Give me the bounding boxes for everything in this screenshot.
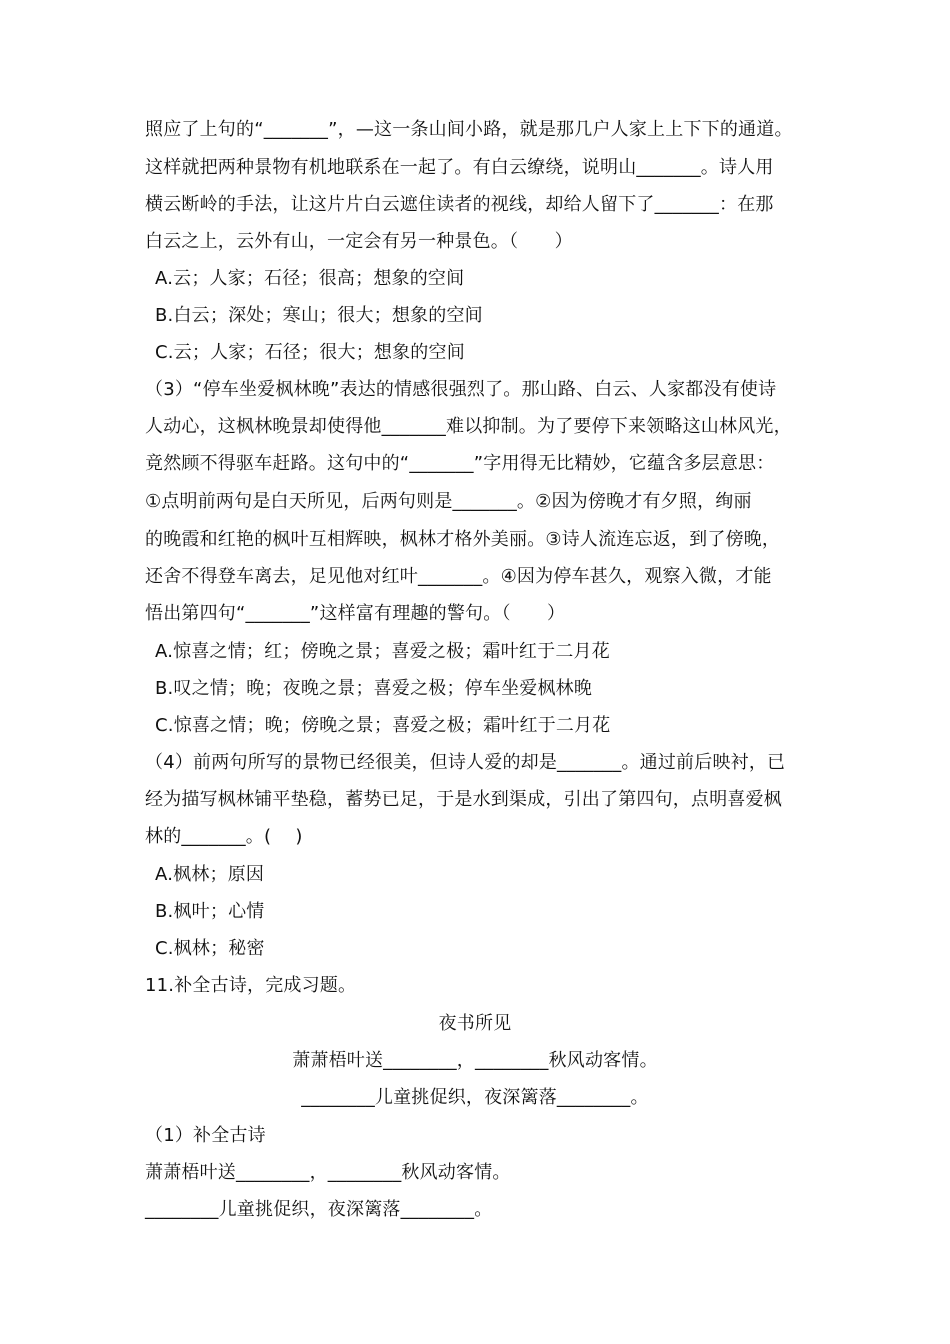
q3-option-c: C.惊喜之情；晚；傍晚之景；喜爱之极；霜叶红于二月花 <box>155 715 611 736</box>
q4-text-line: （4）前两句所写的景物已经很美，但诗人爱的却是_______。通过前后映衬，已 <box>145 752 786 773</box>
poem-line: 萧萧梧叶送________，________秋风动客情。 <box>292 1050 658 1071</box>
q3-text-line: 还舍不得登车离去，足见他对红叶_______。④因为停车甚久，观察入微，才能 <box>145 566 772 587</box>
q2-text-line: 横云断岭的手法，让这片片白云遮住读者的视线，却给人留下了_______：在那 <box>145 194 774 215</box>
q3-text-line: 悟出第四句“_______”这样富有理趣的警句。（ ） <box>145 603 566 624</box>
q3-text-line: 人动心，这枫林晚景却使得他_______难以抑制。为了要停下来领略这山林风光， <box>145 416 792 437</box>
q11-sub1-line: ________儿童挑促织，夜深篱落________。 <box>145 1199 493 1220</box>
q4-option-c: C.枫林；秘密 <box>155 938 265 959</box>
q3-text-line: 竟然顾不得驱车赶路。这句中的“_______”字用得无比精妙，它蕴含多层意思： <box>145 453 775 474</box>
q2-text-line: 这样就把两种景物有机地联系在一起了。有白云缭绕，说明山_______。诗人用 <box>145 157 774 178</box>
q2-text-line: 白云之上，云外有山，一定会有另一种景色。（ ） <box>145 231 573 252</box>
q4-option-b: B.枫叶；心情 <box>155 901 265 922</box>
q3-option-b: B.叹之情；晚；夜晚之景；喜爱之极；停车坐爱枫林晚 <box>155 678 593 699</box>
q11-sub1-line: 萧萧梧叶送________，________秋风动客情。 <box>145 1162 511 1183</box>
q2-option-b: B.白云；深处；寒山；很大；想象的空间 <box>155 305 483 326</box>
q3-text-line: ①点明前两句是白天所见，后两句则是_______。②因为傍晚才有夕照，绚丽 <box>145 491 752 512</box>
q11-heading: 11.补全古诗，完成习题。 <box>145 975 357 996</box>
q2-option-a: A.云；人家；石径；很高；想象的空间 <box>155 268 465 289</box>
poem-title: 夜书所见 <box>438 1013 512 1034</box>
q3-text-line: 的晚霞和红艳的枫叶互相辉映，枫林才格外美丽。③诗人流连忘返，到了傍晚， <box>145 529 781 550</box>
q4-text-line: 经为描写枫林铺平垫稳，蓄势已足，于是水到渠成，引出了第四句，点明喜爱枫 <box>145 789 782 810</box>
q4-text-line: 林的_______。( ) <box>145 826 303 847</box>
q4-option-a: A.枫林；原因 <box>155 864 265 885</box>
q2-option-c: C.云；人家；石径；很大；想象的空间 <box>155 342 465 363</box>
q11-sub1-label: （1）补全古诗 <box>145 1125 266 1146</box>
poem-line: ________儿童挑促织，夜深篱落________。 <box>301 1087 649 1108</box>
q3-option-a: A.惊喜之情；红；傍晚之景；喜爱之极；霜叶红于二月花 <box>155 641 610 662</box>
q2-text-line: 照应了上句的“_______”，—这一条山间小路，就是那几户人家上上下下的通道。 <box>145 119 793 140</box>
q3-text-line: （3）“停车坐爱枫林晚”表达的情感很强烈了。那山路、白云、人家都没有使诗 <box>145 379 777 400</box>
